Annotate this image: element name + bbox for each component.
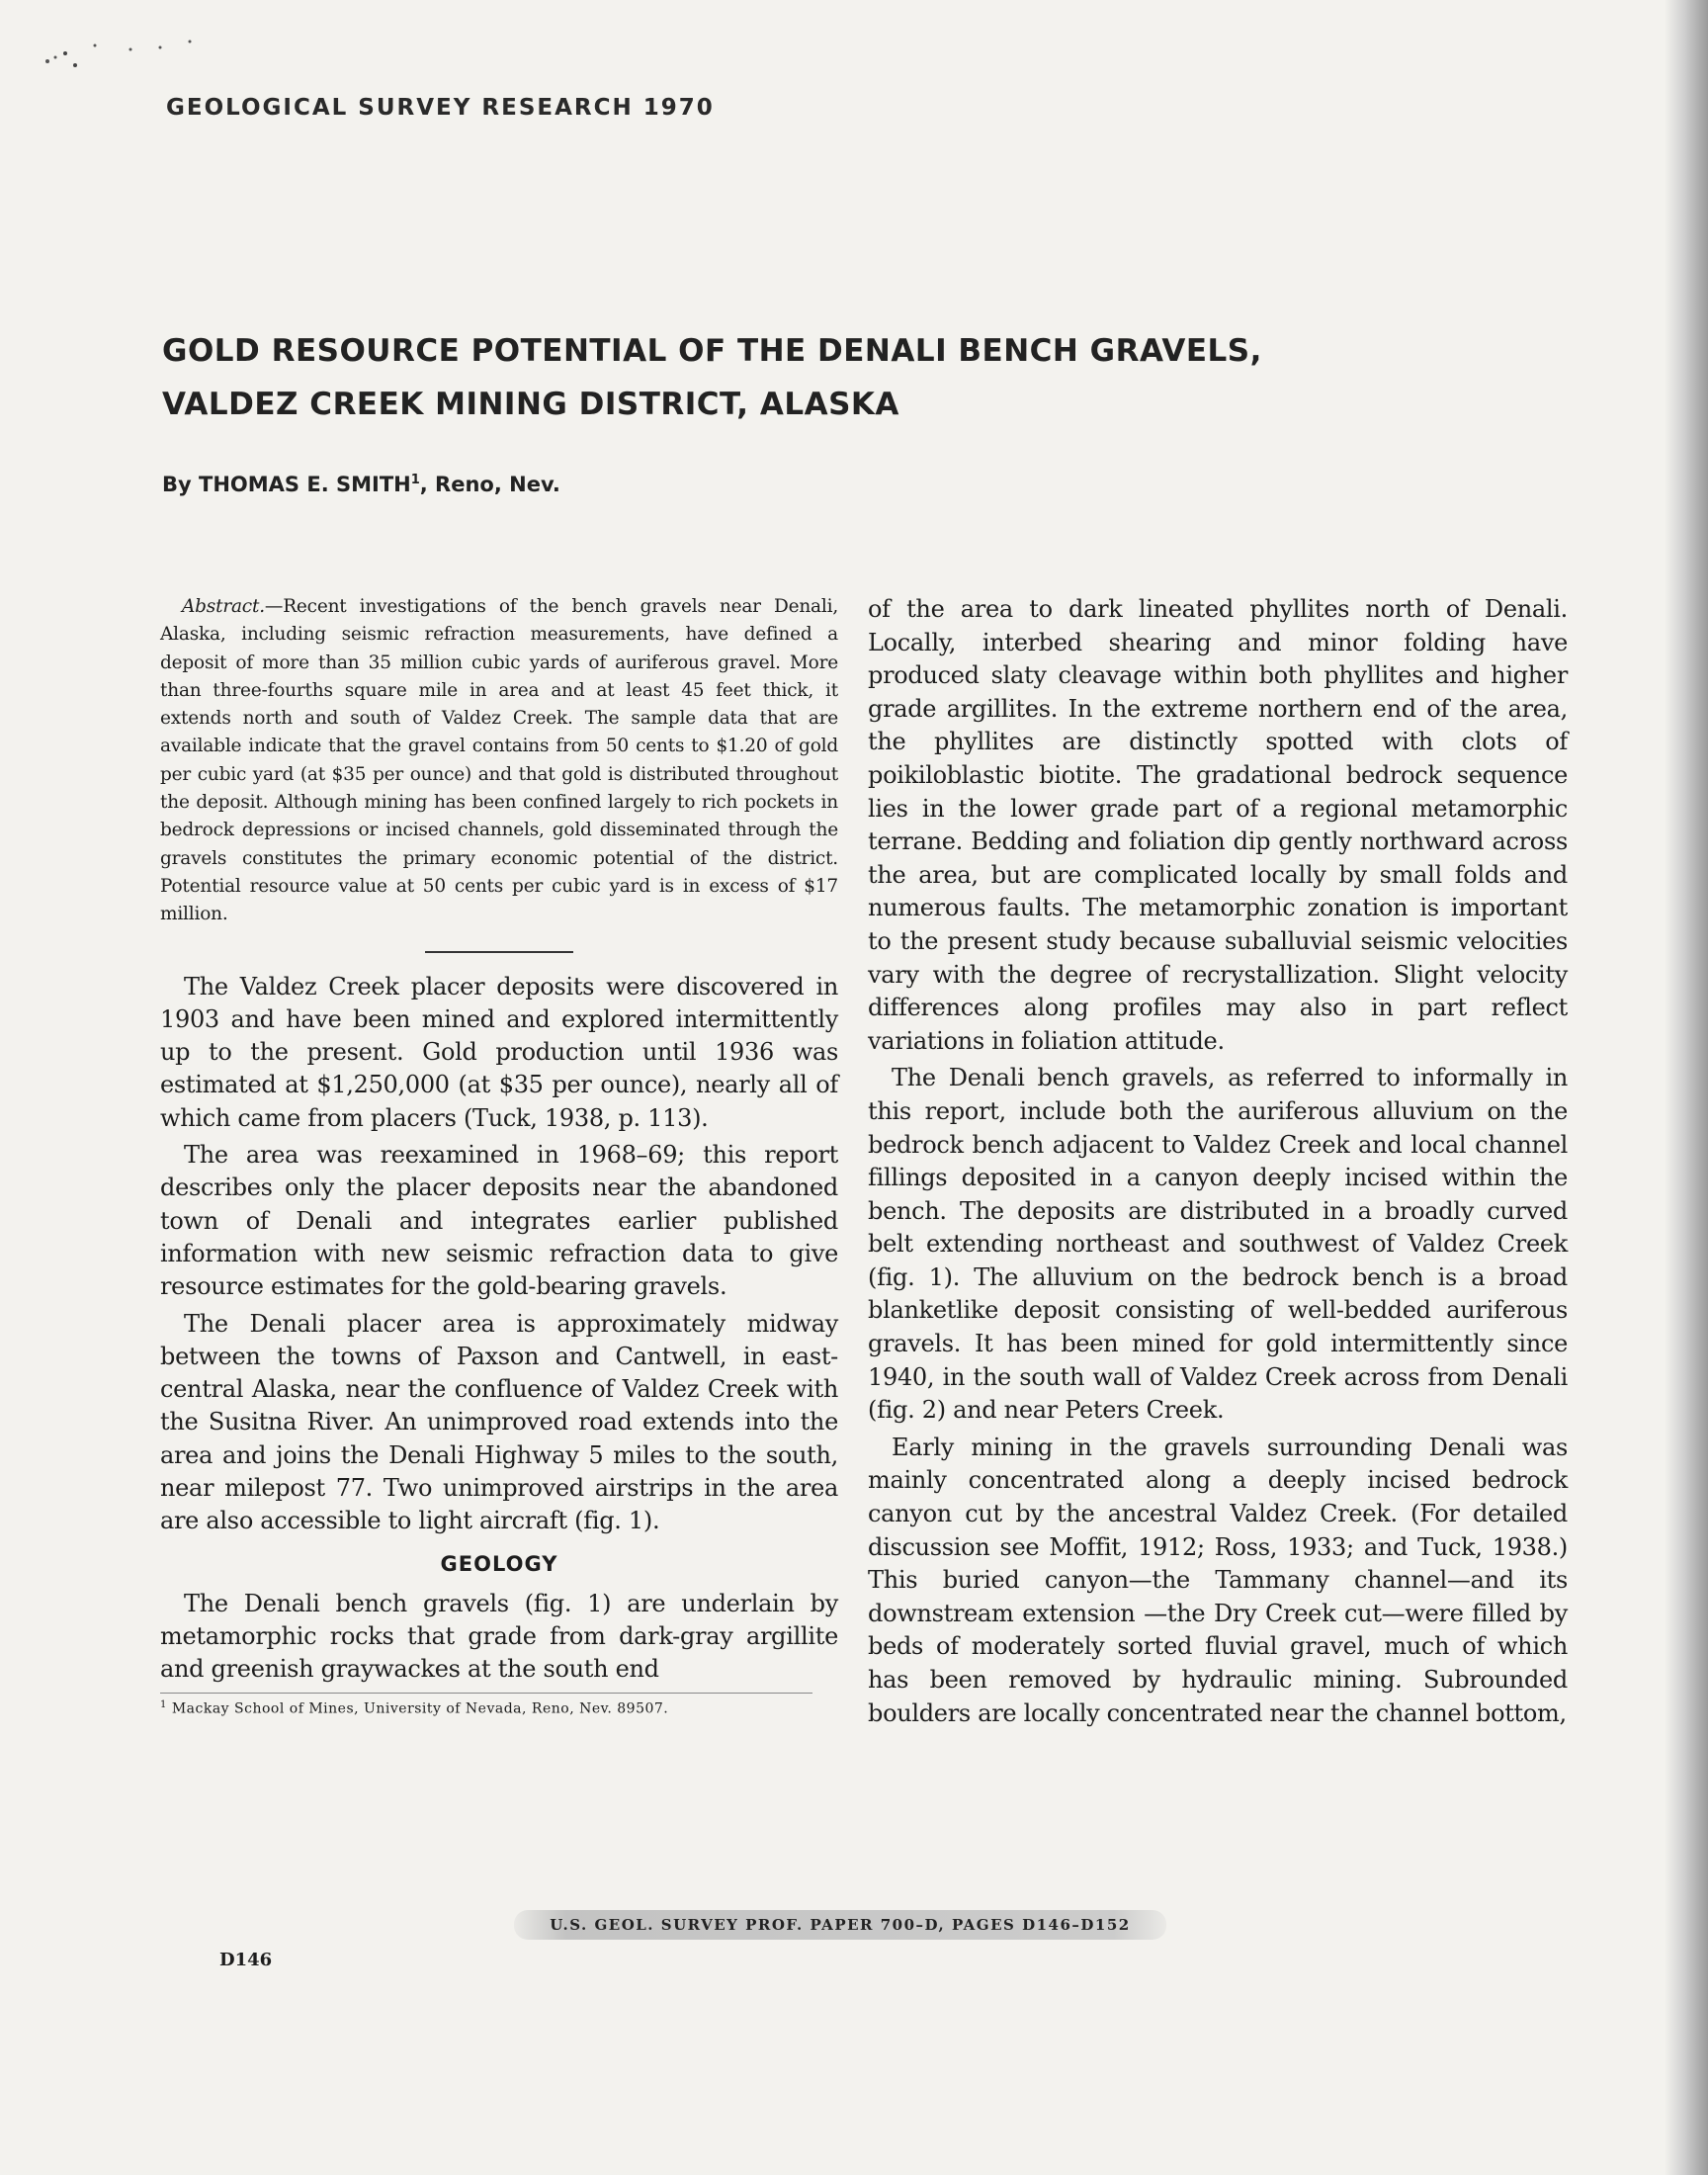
byline-location: , Reno, Nev. [419, 473, 560, 496]
paragraph: of the area to dark lineated phyllites north of Denali. Locally, interbed shearing and minor folding have produced slaty cleavage within both phyllites and higher grade argillites. In the extreme northern end of the area, the phyllites are distinctly spotted with clots of poikiloblastic biotite. The gradational bedrock sequence lies in the lower grade part of a regional metamorphic terrane. Bedding and foliation dip gently northward across the area, but are complicated locally by small folds and numerous faults. The metamorphic zonation is important to the present study because suballuvial seismic velocities vary with the degree of recrystallization. Slight velocity differences along profiles may also in part reflect variations in foliation attitude. [868, 595, 1568, 1055]
footnote-mark: 1 [160, 1698, 167, 1710]
footnote [160, 1693, 812, 1717]
right-column [868, 593, 1568, 1734]
abstract-divider [425, 951, 573, 953]
author-byline [162, 473, 560, 496]
abstract [160, 593, 838, 929]
scan-page-edge [1665, 0, 1708, 2175]
abstract-text: —Recent investigations of the bench gravels near Denali, Alaska, including seismic refraction measurements, have defined a deposit of more than 35 million cubic yards of auriferous gravel. More than three-fourths square mile in area and at least 45 feet thick, it extends north and south of Valdez Creek. The sample data that are available indicate that the gravel contains from 50 cents to $1.20 of gold per cubic yard (at $35 per ounce) and that gold is distributed throughout the deposit. Although mining has been confined largely to rich pockets in bedrock depressions or incised channels, gold disseminated through the gravels constitutes the primary economic potential of the district. Potential resource value at 50 cents per cubic yard is in excess of $17 million. [160, 596, 838, 925]
page-number: D146 [219, 1950, 273, 1970]
byline-author: By THOMAS E. SMITH [162, 473, 411, 496]
title-line-1: GOLD RESOURCE POTENTIAL OF THE DENALI BENCH GRAVELS, [162, 333, 1262, 369]
paragraph: The Denali placer area is approximately midway between the towns of Paxson and Cantwell, in east-central Alaska, near the confluence of Valdez Creek with the Susitna River. An unimproved road extends into the area and joins the Denali Highway 5 miles to the south, near milepost 77. Two unimproved airstrips in the area are also accessible to light aircraft (fig. 1). [160, 1309, 838, 1535]
section-heading-geology: GEOLOGY [440, 1551, 558, 1576]
paragraph: The area was reexamined in 1968–69; this report describes only the placer deposits near the abandoned town of Denali and integrates earlier published information with new seismic refraction data to give resource estimates for the gold-bearing gravels. [160, 1141, 838, 1301]
article-title [162, 324, 1348, 431]
paper-reference-stamp: U.S. GEOL. SURVEY PROF. PAPER 700–D, PAGES D146–D152 [514, 1910, 1166, 1940]
paragraph: Early mining in the gravels surrounding Denali was mainly concentrated along a deeply incised bedrock canyon cut by the ancestral Valdez Creek. (For detailed discussion see Moffit, 1912; Ross, 1933; and Tuck, 1938.) This buried canyon—the Tammany channel—and its downstream extension —the Dry Creek cut—were filled by beds of moderately sorted fluvial gravel, much of which has been removed by hydraulic mining. Subrounded boulders are locally concentrated near the channel bottom, [868, 1433, 1568, 1727]
abstract-lead: Abstract. [182, 596, 265, 617]
left-column [160, 593, 838, 1716]
byline-footnote-mark: 1 [410, 473, 420, 487]
paragraph: The Valdez Creek placer deposits were discovered in 1903 and have been mined and explored intermittently up to the present. Gold production until 1936 was estimated at $1,250,000 (at $35 per ounce), nearly all of which came from placers (Tuck, 1938, p. 113). [160, 972, 838, 1132]
paragraph: The Denali bench gravels, as referred to informally in this report, include both the auriferous alluvium on the bedrock bench adjacent to Valdez Creek and local channel fillings deposited in a canyon deeply incised within the bench. The deposits are distributed in a broadly curved belt extending northeast and southwest of Valdez Creek (fig. 1). The alluvium on the bedrock bench is a broad blanketlike deposit consisting of well-bedded auriferous gravels. It has been mined for gold intermittently since 1940, in the south wall of Valdez Creek across from Denali (fig. 2) and near Peters Creek. [868, 1064, 1568, 1425]
paragraph: The Denali bench gravels (fig. 1) are underlain by metamorphic rocks that grade from dark-gray argillite and greenish graywackes at the south end [160, 1589, 838, 1684]
running-header: GEOLOGICAL SURVEY RESEARCH 1970 [166, 95, 715, 121]
scan-specks [40, 28, 237, 87]
title-line-2: VALDEZ CREEK MINING DISTRICT, ALASKA [162, 387, 899, 422]
footnote-text: Mackay School of Mines, University of Nevada, Reno, Nev. 89507. [166, 1700, 669, 1717]
